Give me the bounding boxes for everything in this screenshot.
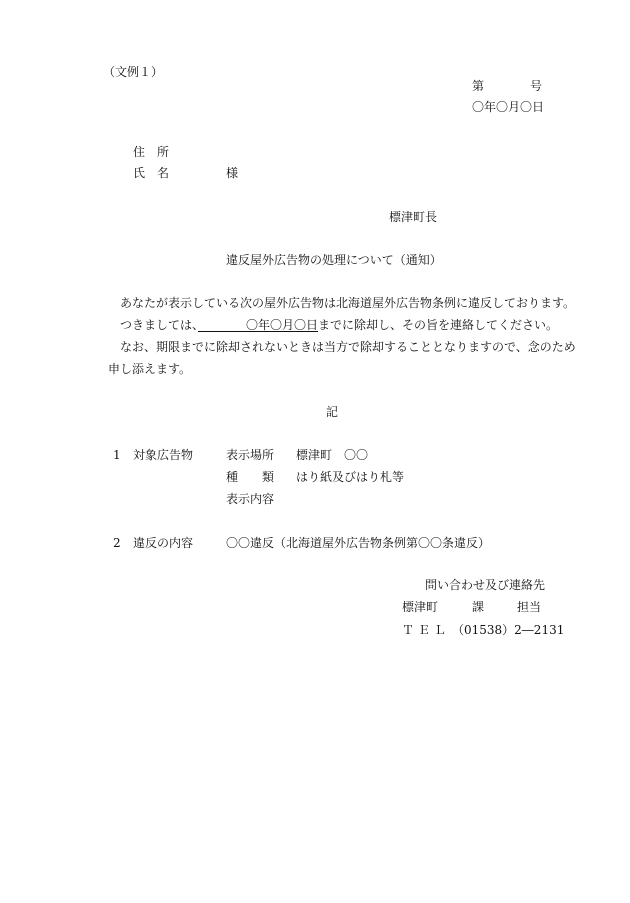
item-1-title: 対象広告物 [133, 448, 194, 462]
item-1-location-value: 標津町 〇〇 [296, 448, 369, 462]
contact-tel-label: ＴＥＬ [402, 623, 451, 637]
contact-town: 標津町 [402, 600, 439, 614]
example-label: （文例１） [103, 65, 164, 79]
item-2-title: 違反の内容 [133, 536, 194, 550]
item-2-number: 2 [113, 536, 121, 550]
document-subject: 違反屋外広告物の処理について（通知） [226, 253, 442, 267]
body-paragraph-2 [120, 319, 558, 331]
item-1-location-label: 表示場所 [226, 448, 275, 462]
item-1-type-value: はり紙及びはり札等 [296, 470, 405, 484]
document-number-prefix: 第 [472, 79, 485, 93]
document-date: 〇年〇月〇日 [472, 100, 545, 114]
document-number-suffix: 号 [530, 79, 543, 93]
recipient-name-label: 氏 名 [133, 166, 170, 180]
deadline-blank [198, 318, 246, 332]
sender-title: 標津町長 [389, 210, 438, 224]
item-1-number: 1 [113, 448, 121, 462]
body-paragraph-1: あなたが表示している次の屋外広告物は北海道屋外広告物条例に違反しております。 [120, 296, 576, 310]
body-paragraph-2-lead: つきましては、 [120, 318, 199, 332]
recipient-address-label: 住 所 [133, 145, 170, 159]
item-1-type-label: 種 類 [226, 470, 275, 484]
ki-heading: 記 [326, 405, 339, 419]
item-1-content-label: 表示内容 [226, 492, 275, 506]
contact-department-suffix: 課 [472, 600, 485, 614]
contact-heading: 問い合わせ及び連絡先 [425, 578, 546, 592]
contact-person-label: 担当 [517, 600, 542, 614]
body-paragraph-2-tail: までに除却し、その旨を連絡してください。 [318, 318, 559, 332]
recipient-honorific: 様 [226, 166, 239, 180]
body-paragraph-3-line-2: 申し添えます。 [108, 362, 192, 376]
contact-tel-number: （01538）2―2131 [452, 623, 565, 637]
item-2-value: 〇〇違反（北海道屋外広告物条例第〇〇条違反） [226, 536, 491, 550]
body-paragraph-3-line-1: なお、期限までに除却されないときは当方で除却することとなりますので、念のため [120, 340, 576, 354]
deadline-date: 〇年〇月〇日 [246, 318, 319, 332]
